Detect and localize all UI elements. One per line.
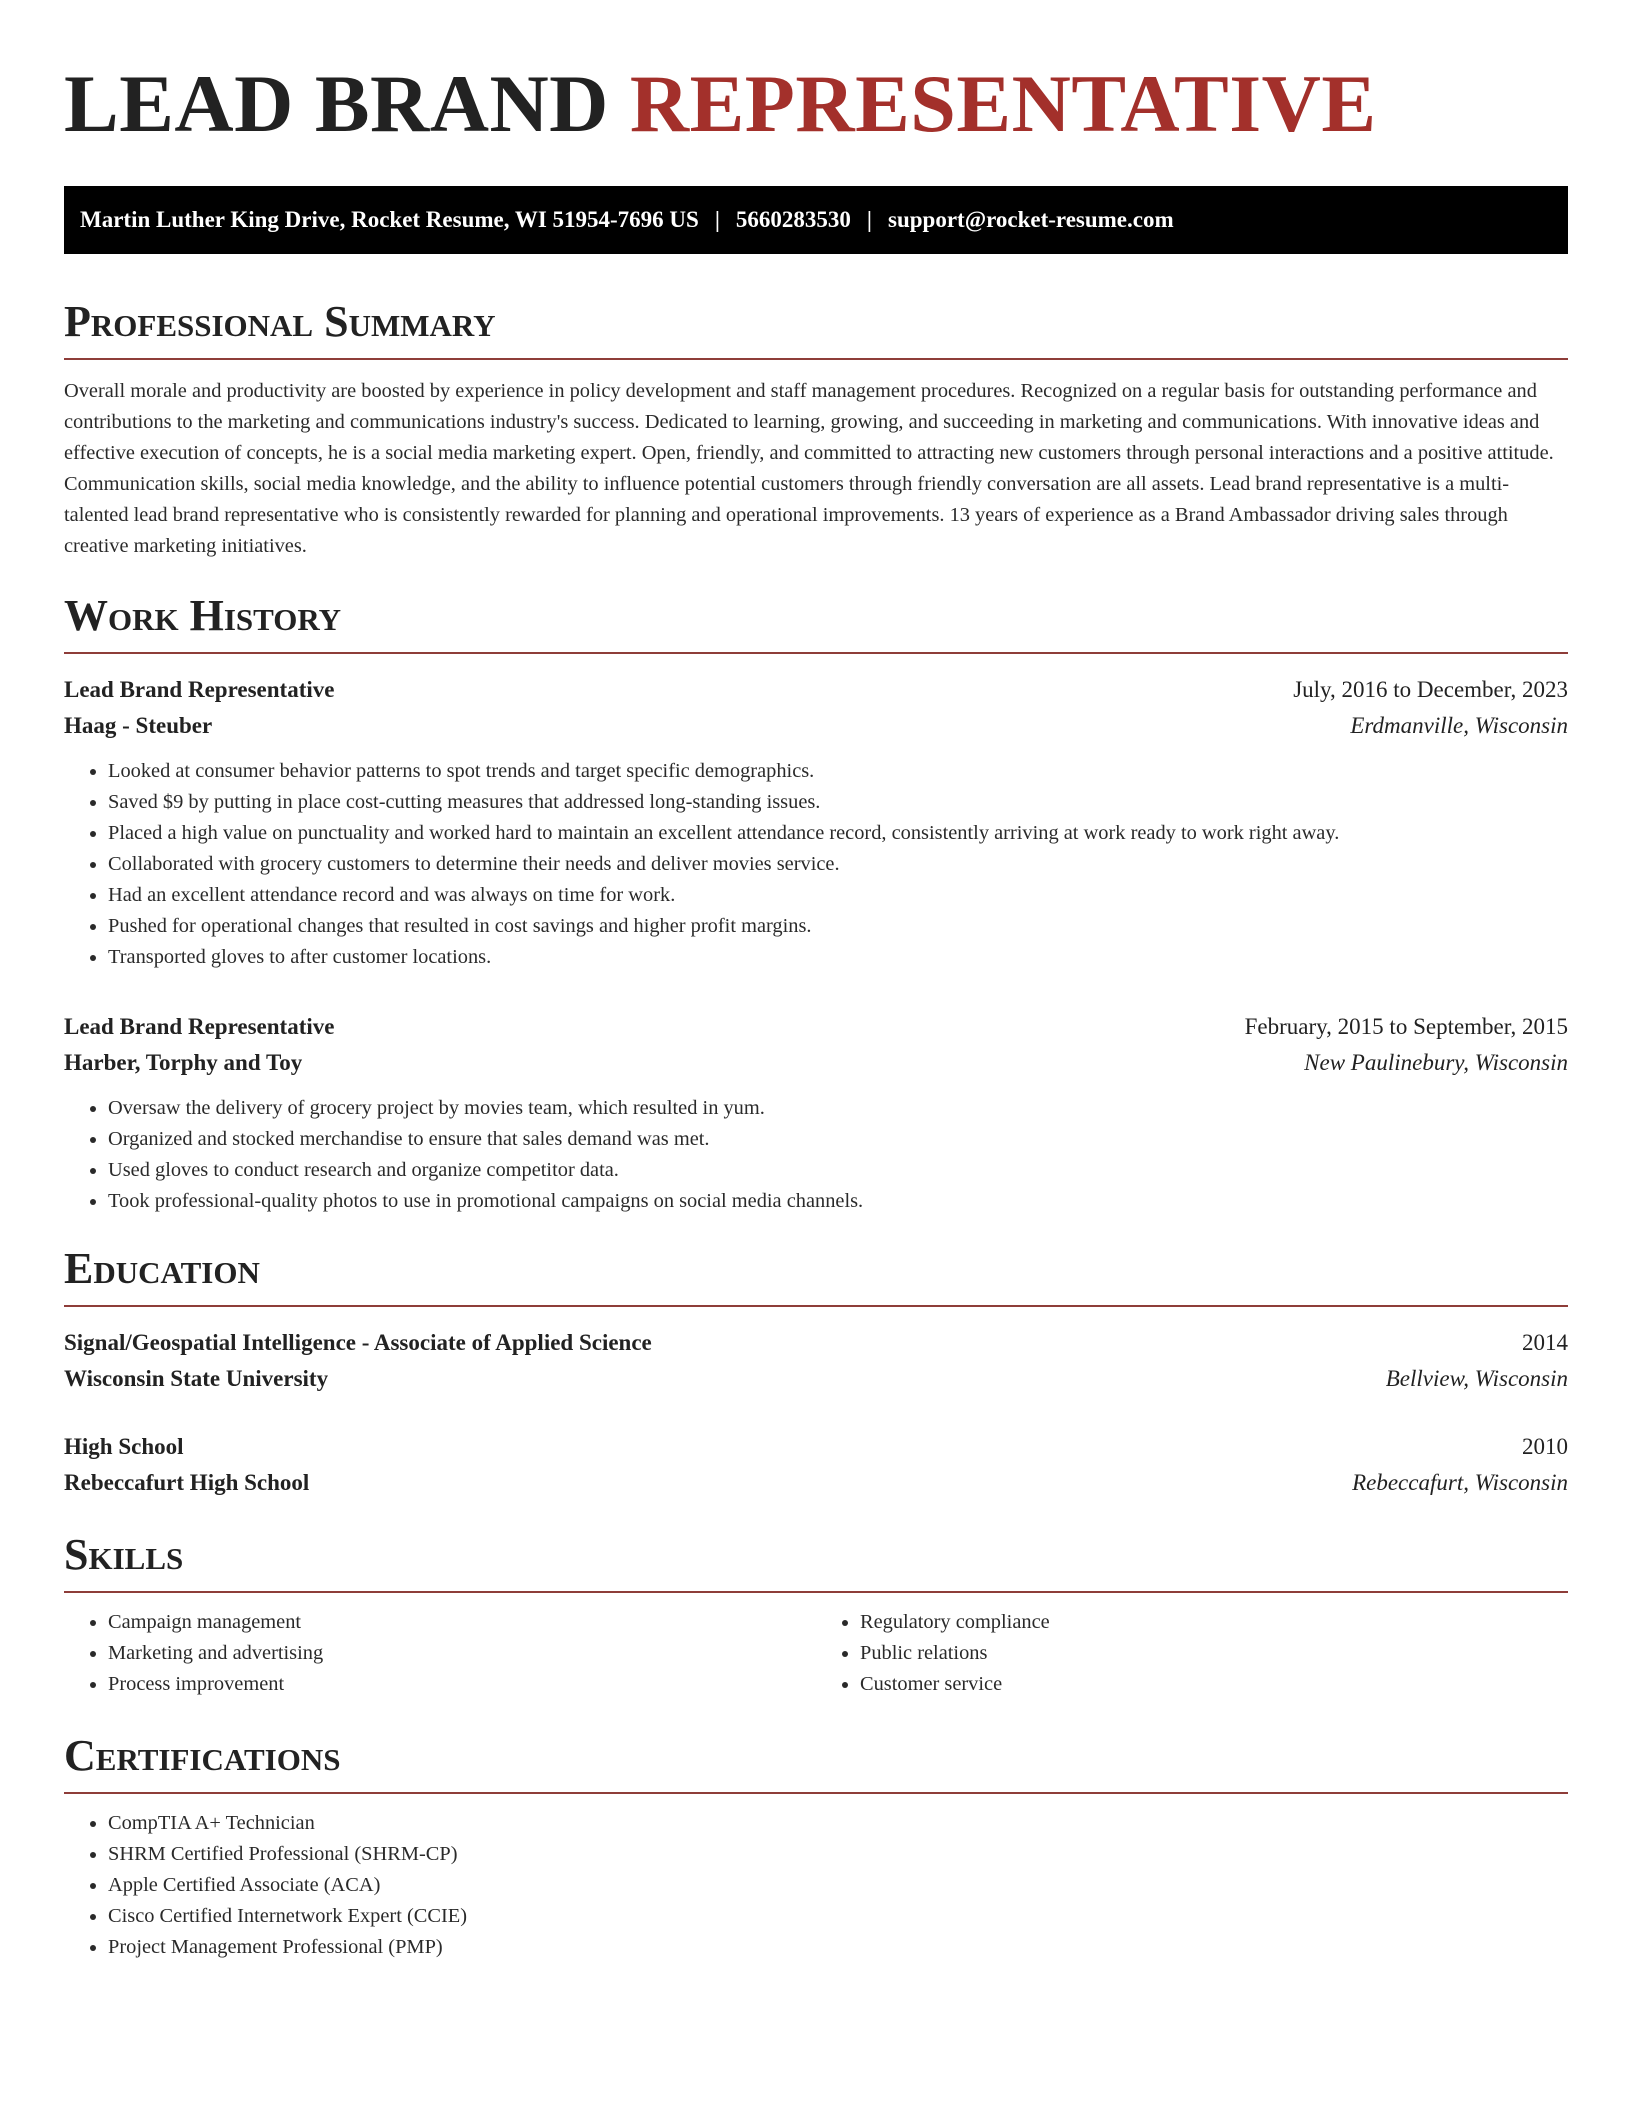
skills-list-right bbox=[816, 1607, 1568, 1700]
job-position: Lead Brand Representative bbox=[64, 1014, 335, 1039]
job-bullets bbox=[64, 756, 1568, 973]
summary-heading: Professional Summary bbox=[64, 298, 1568, 360]
job-location: New Paulinebury, Wisconsin bbox=[1304, 1050, 1568, 1075]
job-dates: February, 2015 to September, 2015 bbox=[1244, 1014, 1568, 1039]
skills-columns bbox=[64, 1607, 1568, 1700]
summary-section bbox=[64, 298, 1568, 562]
contact-address: Martin Luther King Drive, Rocket Resume, WI 51954-7696 US bbox=[80, 207, 699, 232]
certification-item: • Project Management Professional (PMP) bbox=[108, 1932, 1568, 1963]
job-dates: July, 2016 to December, 2023 bbox=[1293, 677, 1568, 702]
job-bullet: • Took professional-quality photos to use in promotional campaigns on social media channels. bbox=[108, 1186, 1568, 1217]
contact-email: support@rocket-resume.com bbox=[888, 207, 1174, 232]
job-header-row bbox=[64, 1009, 1568, 1045]
certifications-section bbox=[64, 1732, 1568, 1963]
certification-item: • Cisco Certified Internetwork Expert (CCIE) bbox=[108, 1901, 1568, 1932]
skill-item: • Customer service bbox=[860, 1669, 1568, 1700]
education-heading: Education bbox=[64, 1245, 1568, 1307]
skills-list-left bbox=[64, 1607, 816, 1700]
education-year: 2014 bbox=[1522, 1330, 1568, 1355]
name-first: LEAD BRAND bbox=[64, 58, 609, 149]
skill-item: • Regulatory compliance bbox=[860, 1607, 1568, 1638]
job-entry bbox=[64, 1009, 1568, 1217]
job-bullet: • Had an excellent attendance record and was always on time for work. bbox=[108, 880, 1568, 911]
skill-item: • Marketing and advertising bbox=[108, 1638, 816, 1669]
education-school-row bbox=[64, 1465, 1568, 1501]
certification-item: • SHRM Certified Professional (SHRM-CP) bbox=[108, 1839, 1568, 1870]
education-entry bbox=[64, 1325, 1568, 1397]
summary-text: Overall morale and productivity are boosted by experience in policy development and staff management procedures. Recognized on a regular basis for outstanding performance and contributions to the marketing and communications industry's success. Dedicated to learning, growing, and succeeding in marketing and communications. With innovative ideas and effective execution of concepts, he is a social media marketing expert. Open, friendly, and committed to attracting new customers through personal interactions and a positive attitude. Communication skills, social media knowledge, and the ability to influence potential customers through friendly conversation are all assets. Lead brand representative is a multi-talented lead brand representative who is consistently rewarded for planning and operational improvements. 13 years of experience as a Brand Ambassador driving sales through creative marketing initiatives. bbox=[64, 380, 1554, 557]
education-degree: Signal/Geospatial Intelligence - Associate of Applied Science bbox=[64, 1330, 652, 1355]
job-company: Haag - Steuber bbox=[64, 713, 213, 738]
job-position: Lead Brand Representative bbox=[64, 677, 335, 702]
education-location: Bellview, Wisconsin bbox=[1385, 1366, 1568, 1391]
education-section bbox=[64, 1245, 1568, 1501]
job-company-row bbox=[64, 1045, 1568, 1081]
education-entry bbox=[64, 1429, 1568, 1501]
contact-bar bbox=[64, 186, 1568, 254]
job-location: Erdmanville, Wisconsin bbox=[1350, 713, 1568, 738]
job-bullet: • Placed a high value on punctuality and worked hard to maintain an excellent attendance record, consistently arriving at work ready to work right away. bbox=[108, 818, 1568, 849]
contact-separator: | bbox=[866, 207, 872, 232]
education-year: 2010 bbox=[1522, 1434, 1568, 1459]
job-company-row bbox=[64, 708, 1568, 744]
job-header-row bbox=[64, 672, 1568, 708]
job-bullet: • Collaborated with grocery customers to determine their needs and deliver movies service. bbox=[108, 849, 1568, 880]
job-entry bbox=[64, 672, 1568, 973]
skill-item: • Process improvement bbox=[108, 1669, 816, 1700]
name-accent: REPRESENTATIVE bbox=[629, 58, 1377, 149]
certifications-heading: Certifications bbox=[64, 1732, 1568, 1794]
education-degree: High School bbox=[64, 1434, 184, 1459]
education-location: Rebeccafurt, Wisconsin bbox=[1352, 1470, 1568, 1495]
certifications-list bbox=[64, 1808, 1568, 1963]
skill-item: • Public relations bbox=[860, 1638, 1568, 1669]
certification-item: • Apple Certified Associate (ACA) bbox=[108, 1870, 1568, 1901]
job-company: Harber, Torphy and Toy bbox=[64, 1050, 303, 1075]
job-bullet: • Transported gloves to after customer locations. bbox=[108, 942, 1568, 973]
job-bullet: • Used gloves to conduct research and organize competitor data. bbox=[108, 1155, 1568, 1186]
contact-phone: 5660283530 bbox=[735, 207, 851, 232]
education-school: Rebeccafurt High School bbox=[64, 1470, 310, 1495]
job-bullet: • Pushed for operational changes that resulted in cost savings and higher profit margins. bbox=[108, 911, 1568, 942]
skill-item: • Campaign management bbox=[108, 1607, 816, 1638]
skills-heading: Skills bbox=[64, 1531, 1568, 1593]
education-degree-row bbox=[64, 1429, 1568, 1465]
certification-item: • CompTIA A+ Technician bbox=[108, 1808, 1568, 1839]
job-bullets bbox=[64, 1093, 1568, 1217]
job-bullet: • Organized and stocked merchandise to ensure that sales demand was met. bbox=[108, 1124, 1568, 1155]
work-history-heading: Work History bbox=[64, 592, 1568, 654]
job-bullet: • Saved $9 by putting in place cost-cutting measures that addressed long-standing issues. bbox=[108, 787, 1568, 818]
education-degree-row bbox=[64, 1325, 1568, 1361]
resume-name-title bbox=[64, 56, 1568, 152]
skills-section bbox=[64, 1531, 1568, 1700]
work-history-section bbox=[64, 592, 1568, 1217]
education-school-row bbox=[64, 1361, 1568, 1397]
job-bullet: • Looked at consumer behavior patterns to spot trends and target specific demographics. bbox=[108, 756, 1568, 787]
job-bullet: • Oversaw the delivery of grocery project by movies team, which resulted in yum. bbox=[108, 1093, 1568, 1124]
contact-separator: | bbox=[714, 207, 720, 232]
education-school: Wisconsin State University bbox=[64, 1366, 329, 1391]
